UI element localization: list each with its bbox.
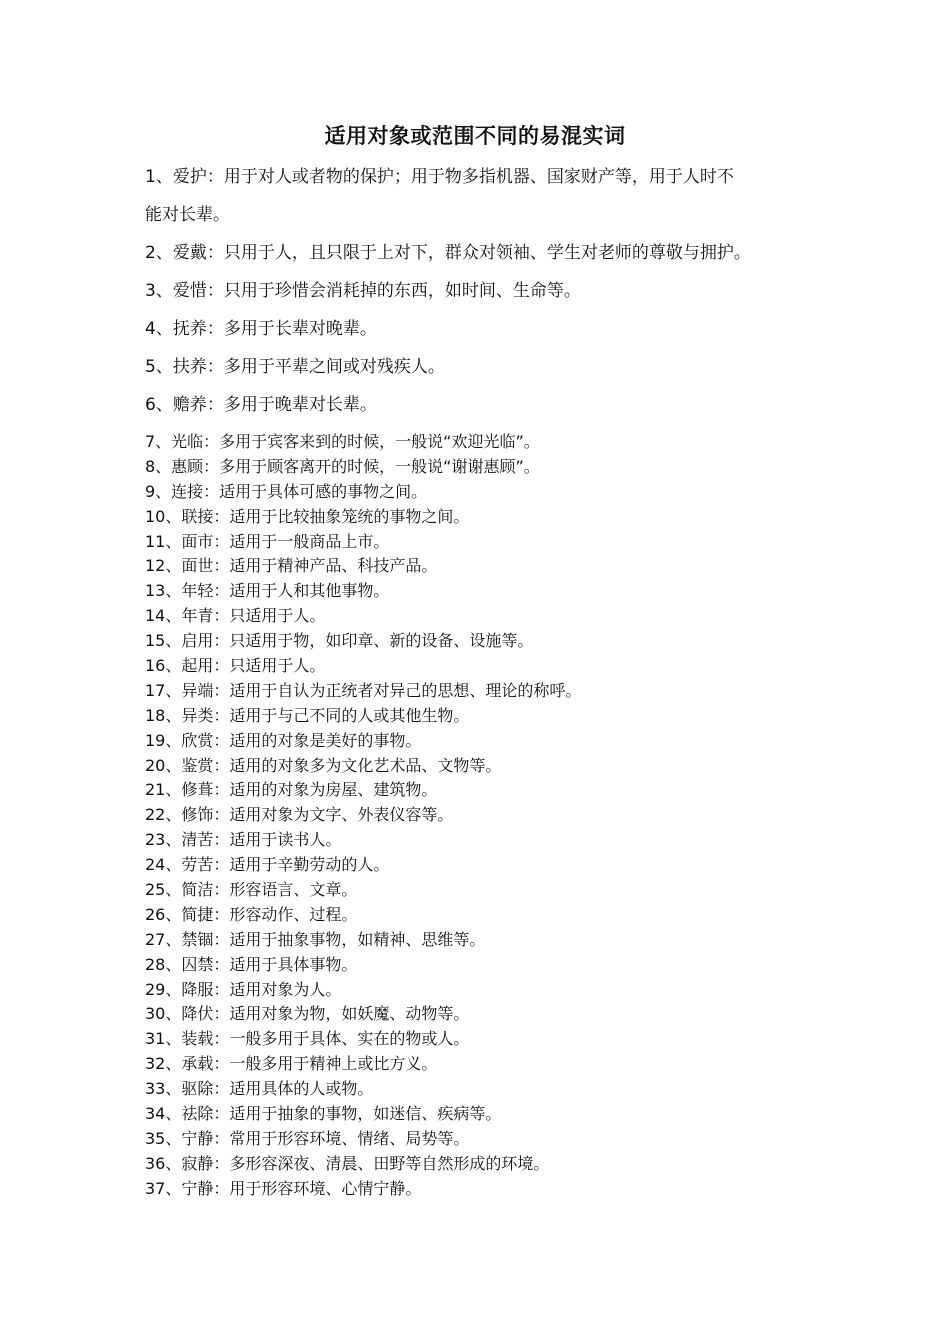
list-item-text: 1、爱护：用于对人或者物的保护；用于物多指机器、国家财产等，用于人时不 [145,167,734,187]
list-item: 5、扶养：多用于平辈之间或对残疾人。 [145,357,445,377]
list-item: 17、异端：适用于自认为正统者对异己的思想、理论的称呼。 [145,680,582,700]
list-item-text-continued: 能对长辈。 [145,205,230,225]
list-item: 15、启用：只适用于物，如印章、新的设备、设施等。 [145,631,534,651]
list-item: 31、装载：一般多用于具体、实在的物或人。 [145,1029,470,1049]
list-item: 27、禁锢：适用于抽象事物，如精神、思维等。 [145,929,486,949]
list-item: 19、欣赏：适用的对象是美好的事物。 [145,730,422,750]
list-item: 37、宁静：用于形容环境、心情宁静。 [145,1178,422,1198]
list-item: 16、起用：只适用于人。 [145,656,326,676]
list-item: 36、寂静：多形容深夜、清晨、田野等自然形成的环境。 [145,1153,550,1173]
list-item: 10、联接：适用于比较抽象笼统的事物之间。 [145,506,470,526]
list-item: 11、面市：适用于一般商品上市。 [145,531,390,551]
list-item: 14、年青：只适用于人。 [145,606,326,626]
list-item: 26、简捷：形容动作、过程。 [145,904,358,924]
list-item: 7、光临：多用于宾客来到的时候，一般说“欢迎光临”。 [145,432,540,451]
list-item: 28、囚禁：适用于具体事物。 [145,954,358,974]
list-item: 13、年轻：适用于人和其他事物。 [145,581,390,601]
list-item: 6、赡养：多用于晚辈对长辈。 [145,395,377,415]
list-item: 4、抚养：多用于长辈对晚辈。 [145,319,377,339]
list-item: 20、鉴赏：适用的对象多为文化艺术品、文物等。 [145,755,502,775]
list-item: 2、爱戴：只用于人，且只限于上对下，群众对领袖、学生对老师的尊敬与拥护。 [145,243,751,263]
list-item: 29、降服：适用对象为人。 [145,979,342,999]
list-item: 25、简洁：形容语言、文章。 [145,880,358,900]
list-item: 3、爱惜：只用于珍惜会消耗掉的东西，如时间、生命等。 [145,281,581,301]
list-item: 24、劳苦：适用于辛勤劳动的人。 [145,855,390,875]
list-item: 18、异类：适用于与己不同的人或其他生物。 [145,705,470,725]
list-item: 21、修葺：适用的对象为房屋、建筑物。 [145,780,438,800]
list-item: 30、降伏：适用对象为物，如妖魔、动物等。 [145,1004,470,1024]
list-item: 23、清苦：适用于读书人。 [145,830,342,850]
first-entry-block [145,165,835,417]
list-item: 9、连接：适用于具体可感的事物之间。 [145,481,428,501]
list-item: 33、驱除：适用具体的人或物。 [145,1079,374,1099]
list-item: 34、祛除：适用于抽象的事物，如迷信、疾病等。 [145,1104,502,1124]
list-item: 22、修饰：适用对象为文字、外表仪容等。 [145,805,454,825]
list-item: 12、面世：适用于精神产品、科技产品。 [145,556,438,576]
list-item [145,165,835,227]
list-item: 32、承载：一般多用于精神上或比方义。 [145,1054,438,1074]
document-title: 适用对象或范围不同的易混实词 [324,124,626,148]
compact-entry-list [145,430,835,1202]
list-item: 35、宁静：常用于形容环境、情绪、局势等。 [145,1128,470,1148]
list-item: 8、惠顾：多用于顾客离开的时候，一般说“谢谢惠顾”。 [145,456,540,476]
